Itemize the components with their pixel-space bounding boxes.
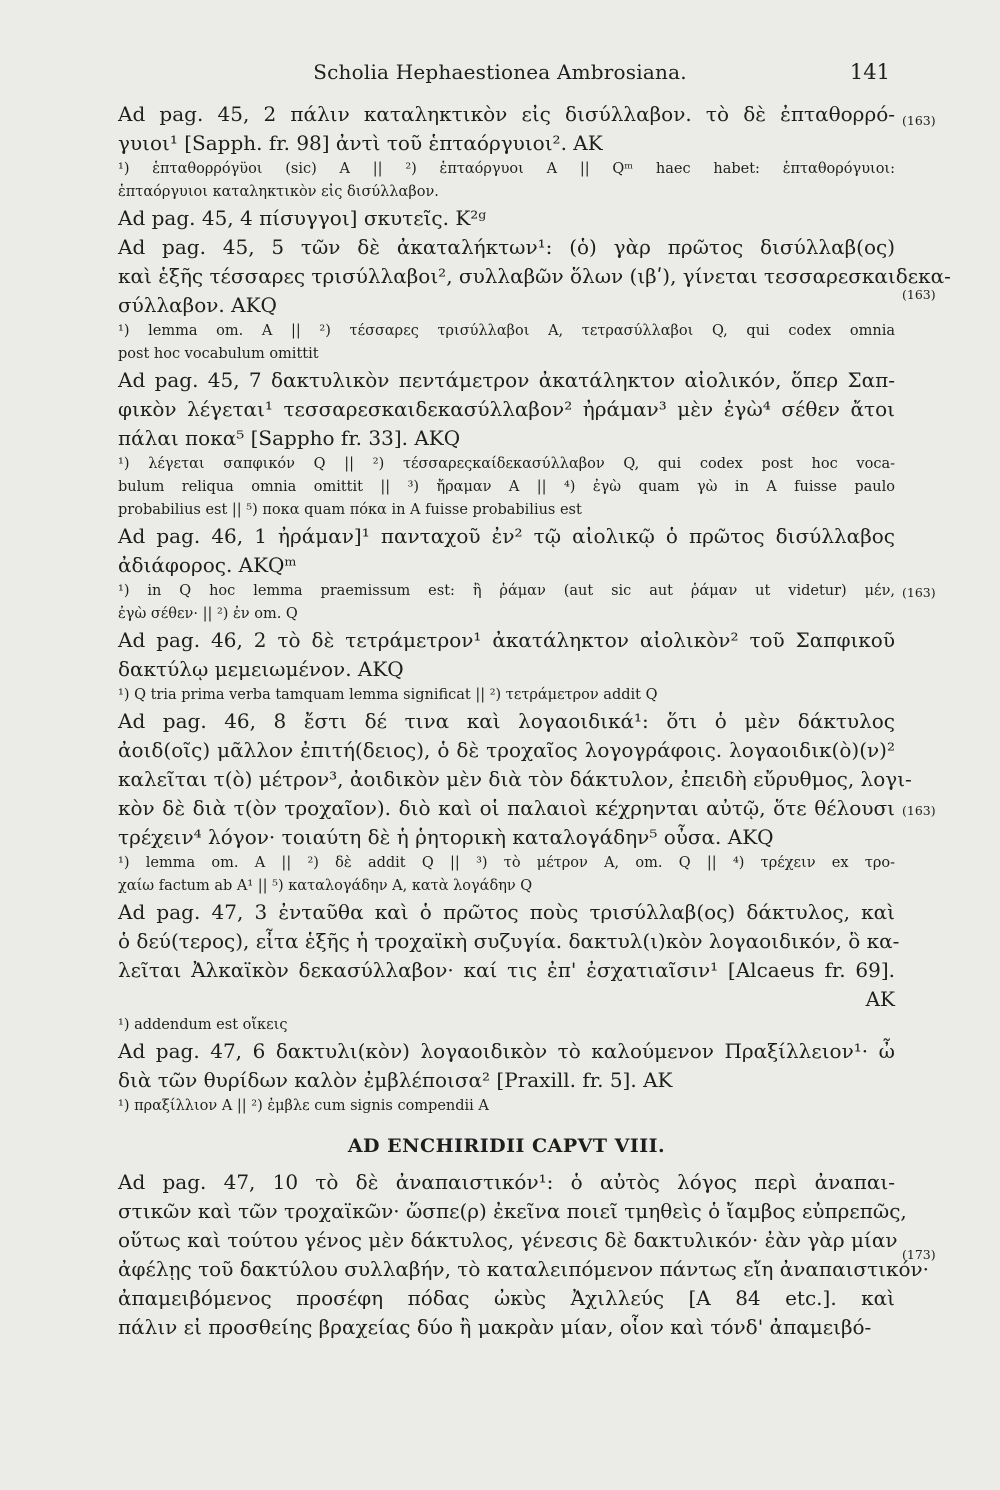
- margin-note: (163): [902, 803, 936, 818]
- text-line: Ad pag. 45, 2 πάλιν καταληκτικὸν εἰς δισύλλαβον. τὸ δὲ ἐπταθορρό-: [118, 102, 895, 126]
- footnote-line: ¹) ἑπταθορρόγϋοι (sic) A || ²) ἑπταόργυοι A || Qᵐ haec habet: ἑπταθορόγυιοι:: [118, 161, 895, 177]
- footnote-line: ¹) lemma om. A || ²) τέσσαρες τρισύλλαβοι A, τετρασύλλαβοι Q, qui codex omnia: [118, 323, 895, 339]
- footnote-line: ἑπταόργυιοι καταληκτικὸν εἰς δισύλλαβον.: [118, 184, 439, 200]
- text-line: Ad pag. 45, 4 πίσυγγοι] σκυτεῖς. K²ᵍ: [118, 206, 487, 230]
- text-line: Ad pag. 45, 7 δακτυλικὸν πεντάμετρον ἀκατάληκτον αἰολικόν, ὅπερ Σαπ-: [118, 368, 895, 392]
- text-line: καὶ ἑξῆς τέσσαρες τρισύλλαβοι², συλλαβῶν ὅλων (ιβʹ), γίνεται τεσσαρεσκαιδεκα-: [118, 264, 951, 288]
- footnote-line: ¹) Q tria prima verba tamquam lemma significat || ²) τετράμετρον addit Q: [118, 687, 658, 703]
- margin-note: (163): [902, 287, 936, 302]
- footnote-line: ¹) in Q hoc lemma praemissum est: ἢ ῥάμαν (aut sic aut ῥάμαν ut videtur) μέν,: [118, 583, 895, 599]
- text-line: Ad pag. 47, 6 δακτυλι(κὸν) λογαοιδικὸν τὸ καλούμενον Πραξίλλειον¹· ὦ: [118, 1039, 895, 1063]
- footnote-line: ¹) λέγεται σαπφικόν Q || ²) τέσσαρεςκαίδεκασύλλαβον Q, qui codex post hoc voca-: [118, 456, 895, 472]
- text-line: ἀοιδ(οῖς) μᾶλλον ἐπιτή(δειος), ὁ δὲ τροχαῖος λογογράφοις. λογαοιδικ(ὸ)(ν)²: [118, 738, 895, 762]
- footnote-line: bulum reliqua omnia omittit || ³) ἤραμαν A || ⁴) ἐγὼ quam γὼ in A fuisse paulo: [118, 479, 895, 495]
- footnote-line: post hoc vocabulum omittit: [118, 346, 319, 362]
- footnote-block: [118, 320, 895, 366]
- scholion-entry: [118, 100, 895, 158]
- margin-note: (163): [902, 113, 936, 128]
- text-line: φικὸν λέγεται¹ τεσσαρεσκαιδεκασύλλαβον² ἠράμαν³ μὲν ἐγὼ⁴ σέθεν ἄτοι: [118, 397, 895, 421]
- text-line: ἀφέλῃς τοῦ δακτύλου συλλαβήν, τὸ καταλειπόμενον πάντως εἴη ἀναπαιστικόν·: [118, 1257, 930, 1281]
- text-line: δακτύλῳ μεμειωμένον. AKQ: [118, 657, 404, 681]
- text-line: στικῶν καὶ τῶν τροχαϊκῶν· ὥσπε(ρ) ἐκεῖνα ποιεῖ τμηθεὶς ὁ ἴαμβος εὐπρεπῶς,: [118, 1199, 907, 1223]
- footnote-line: χαίω factum ab A¹ || ⁵) καταλογάδην A, κατὰ λογάδην Q: [118, 878, 533, 894]
- text-line: Ad pag. 46, 2 τὸ δὲ τετράμετρον¹ ἀκατάληκτον αἰολικὸν² τοῦ Σαπφικοῦ: [118, 628, 895, 652]
- chapter-heading: AD ENCHIRIDII CAPVT VIII.: [347, 1135, 666, 1157]
- footnote-line: ¹) lemma om. A || ²) δὲ addit Q || ³) τὸ μέτρον A, om. Q || ⁴) τρέχειν ex τρο-: [118, 855, 895, 871]
- footnote-line: ¹) addendum est οἴκεις: [118, 1017, 288, 1033]
- text-line: σύλλαβον. AKQ: [118, 293, 277, 317]
- footnote-line: probabilius est || ⁵) ποκα quam πόκα in A fuisse probabilius est: [118, 502, 582, 518]
- text-line: ὁ δεύ(τερος), εἶτα ἑξῆς ἡ τροχαϊκὴ συζυγία. δακτυλ(ι)κὸν λογαοιδικόν, ὃ κα-: [118, 929, 900, 953]
- footnote-block: [118, 580, 895, 626]
- text-line: AK: [865, 987, 895, 1011]
- text-line: τρέχειν⁴ λόγον· τοιαύτη δὲ ἡ ῥητορικὴ καταλογάδην⁵ οὖσα. AKQ: [118, 825, 774, 849]
- text-line: Ad pag. 47, 3 ἐνταῦθα καὶ ὁ πρῶτος ποὺς τρισύλλαβ(ος) δάκτυλος, καὶ: [118, 900, 895, 924]
- footnote-block: [118, 453, 895, 522]
- margin-note: (173): [902, 1247, 936, 1262]
- scholion-entry: [118, 522, 895, 580]
- scholion-entry: [118, 707, 912, 852]
- scholion-entry: [118, 366, 895, 453]
- text-line: πάλαι ποκα⁵ [Sappho fr. 33]. AKQ: [118, 426, 461, 450]
- scholion-entry: [118, 204, 895, 233]
- running-head: [0, 60, 1000, 90]
- footnote-block: [118, 852, 895, 898]
- footnote-block: [118, 1095, 895, 1118]
- text-line: Ad pag. 46, 8 ἔστι δέ τινα καὶ λογαοιδικά¹: ὅτι ὁ μὲν δάκτυλος: [118, 709, 895, 733]
- text-line: Ad pag. 45, 5 τῶν δὲ ἀκαταλήκτων¹: (ὁ) γὰρ πρῶτος δισύλλαβ(ος): [118, 235, 895, 259]
- text-line: λεῖται Ἀλκαϊκὸν δεκασύλλαβον· καί τις ἐπ' ἐσχατιαῖσιν¹ [Alcaeus fr. 69].: [118, 958, 895, 982]
- text-line: κὸν δὲ διὰ τ(ὸν τροχαῖον). διὸ καὶ οἱ παλαιοὶ κέχρηνται αὐτῷ, ὅτε θέλουσι: [118, 796, 895, 820]
- text-line: διὰ τῶν θυρίδων καλὸν ἐμβλέποισα² [Praxill. fr. 5]. AK: [118, 1068, 673, 1092]
- text-line: καλεῖται τ(ὸ) μέτρον³, ἀοιδικὸν μὲν διὰ τὸν δάκτυλον, ἐπειδὴ εὔρυθμος, λογι-: [118, 767, 912, 791]
- page-number: 141: [849, 60, 890, 84]
- footnote-block: [118, 158, 895, 204]
- scholion-entry: [118, 626, 895, 684]
- footnote-line: ¹) πραξίλλιον A || ²) ἐμβλε cum signis compendii A: [118, 1098, 489, 1114]
- scholion-entry: [118, 1037, 895, 1095]
- margin-note: (163): [902, 585, 936, 600]
- text-line: οὕτως καὶ τούτου γένος μὲν δάκτυλος, γένεσις δὲ δακτυλικόν· ἐὰν γὰρ μίαν: [118, 1228, 898, 1252]
- text-line: πάλιν εἰ προσθείης βραχείας δύο ἢ μακρὰν μίαν, οἷον καὶ τόνδ' ἀπαμειβό-: [118, 1315, 872, 1339]
- text-line: ἀπαμειβόμενος προσέφη πόδας ὠκὺς Ἀχιλλεύς [A 84 etc.]. καὶ: [118, 1286, 895, 1310]
- running-title: Scholia Hephaestionea Ambrosiana.: [313, 60, 687, 84]
- text-line: Ad pag. 47, 10 τὸ δὲ ἀναπαιστικόν¹: ὁ αὐτὸς λόγος περὶ ἀναπαι-: [118, 1170, 895, 1194]
- footnote-block: [118, 1014, 895, 1037]
- text-line: Ad pag. 46, 1 ἠράμαν]¹ πανταχοῦ ἐν² τῷ αἰολικῷ ὁ πρῶτος δισύλλαβος: [118, 524, 895, 548]
- text-line: ἀδιάφορος. AKQᵐ: [118, 553, 297, 577]
- text-line: γυιοι¹ [Sapph. fr. 98] ἀντὶ τοῦ ἑπταόργυιοι². AK: [118, 131, 603, 155]
- footnote-block: [118, 684, 895, 707]
- footnote-line: ἐγὼ σέθεν· || ²) ἐν om. Q: [118, 606, 298, 622]
- scholion-entry: [118, 898, 900, 1014]
